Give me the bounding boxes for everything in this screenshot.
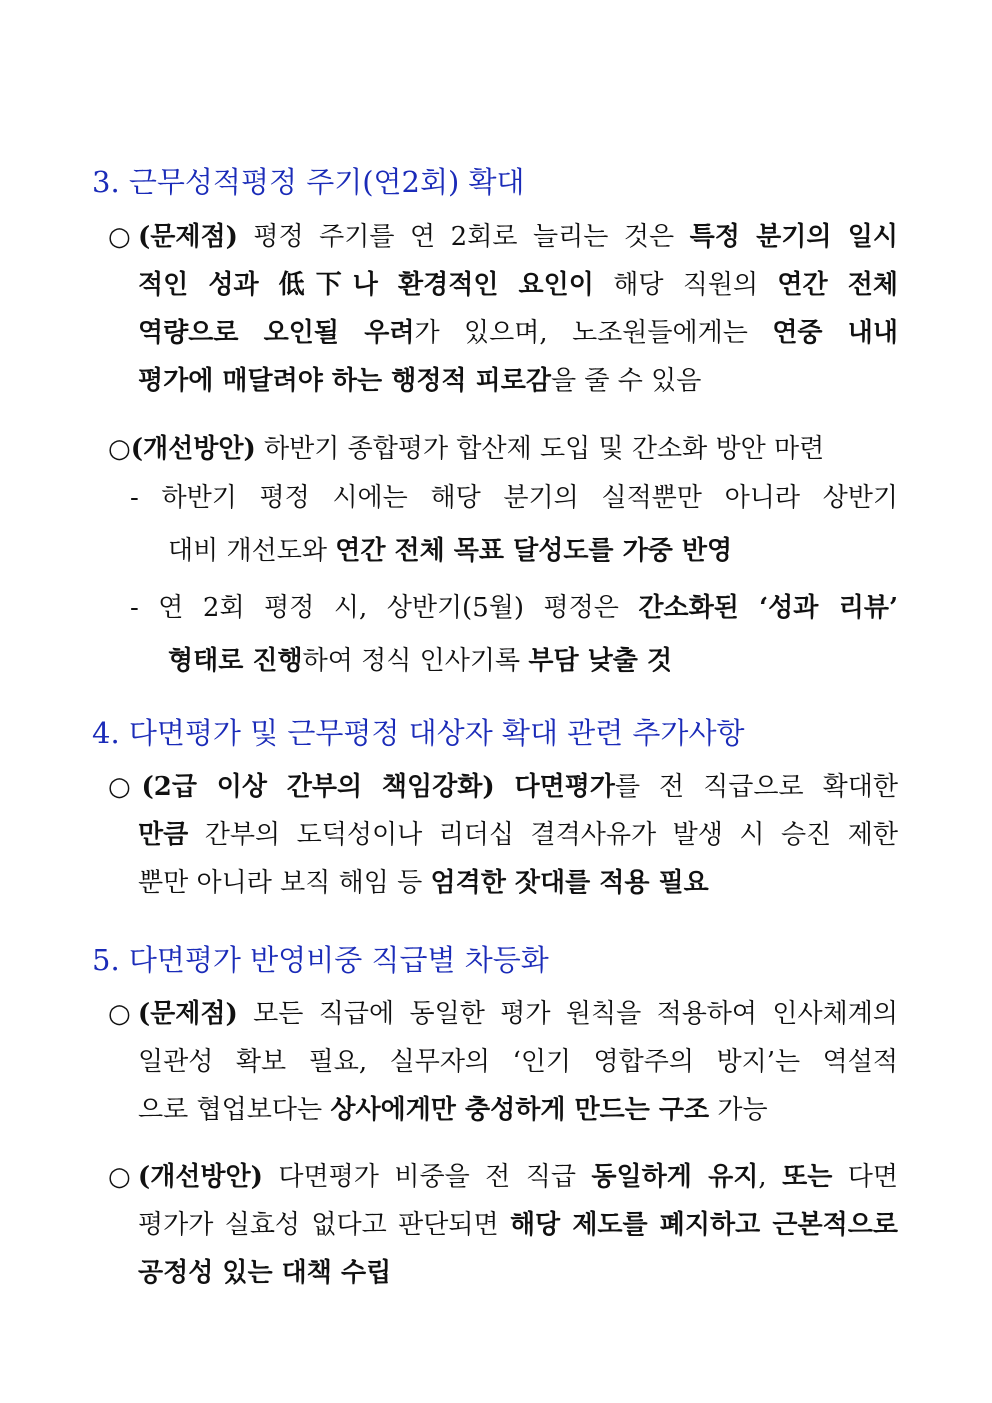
line: ○(문제점) 평정 주기를 연 2회로 늘리는 것은 특정 분기의 일시 bbox=[108, 222, 899, 252]
line: 형태로 진행하여 정식 인사기록 부담 낮출 것 bbox=[168, 646, 673, 676]
line: 일관성 확보 필요, 실무자의 ‘인기 영합주의 방지’는 역설적 bbox=[138, 1047, 898, 1077]
s3-improvement-bullet bbox=[108, 425, 898, 473]
section-4-heading: 4. 다면평가 및 근무평정 대상자 확대 관련 추가사항 bbox=[92, 716, 745, 750]
line: 적인 성과 低下나 환경적인 요인이 해당 직원의 연간 전체 bbox=[138, 270, 898, 300]
s3-dash-item-2 bbox=[130, 582, 898, 688]
s5-problem-bullet bbox=[108, 990, 898, 1134]
s4-responsibility-bullet bbox=[108, 763, 898, 907]
line: 뿐만 아니라 보직 해임 등 엄격한 잣대를 적용 필요 bbox=[138, 868, 709, 898]
line: 평가가 실효성 없다고 판단되면 해당 제도를 폐지하고 근본적으로 bbox=[138, 1210, 898, 1240]
line: 대비 개선도와 연간 전체 목표 달성도를 가중 반영 bbox=[168, 536, 733, 566]
section-5-heading: 5. 다면평가 반영비중 직급별 차등화 bbox=[92, 943, 549, 977]
section-3-heading: 3. 근무성적평정 주기(연2회) 확대 bbox=[92, 165, 525, 199]
line: 으로 협업보다는 상사에게만 충성하게 만드는 구조 가능 bbox=[138, 1095, 768, 1125]
line: - 연 2회 평정 시, 상반기(5월) 평정은 간소화된 ‘성과 리뷰’ bbox=[130, 593, 898, 623]
line: ○(개선방안) 하반기 종합평가 합산제 도입 및 간소화 방안 마련 bbox=[108, 434, 825, 464]
line: 공정성 있는 대책 수립 bbox=[138, 1258, 392, 1288]
line: ○(개선방안) 다면평가 비중을 전 직급 동일하게 유지, 또는 다면 bbox=[108, 1162, 899, 1192]
line: 평가에 매달려야 하는 행정적 피로감을 줄 수 있음 bbox=[138, 366, 702, 396]
line: 만큼 간부의 도덕성이나 리더십 결격사유가 발생 시 승진 제한 bbox=[138, 820, 898, 850]
line: - 하반기 평정 시에는 해당 분기의 실적뿐만 아니라 상반기 bbox=[130, 483, 898, 513]
line: ○(문제점) 모든 직급에 동일한 평가 원칙을 적용하여 인사체계의 bbox=[108, 999, 899, 1029]
s5-improvement-bullet bbox=[108, 1153, 898, 1297]
line: 역량으로 오인될 우려가 있으며, 노조원들에게는 연중 내내 bbox=[138, 318, 898, 348]
s3-problem-bullet bbox=[108, 213, 898, 405]
s3-dash-item-1 bbox=[130, 472, 898, 578]
line: ○(2급 이상 간부의 책임강화) 다면평가를 전 직급으로 확대한 bbox=[108, 772, 898, 802]
